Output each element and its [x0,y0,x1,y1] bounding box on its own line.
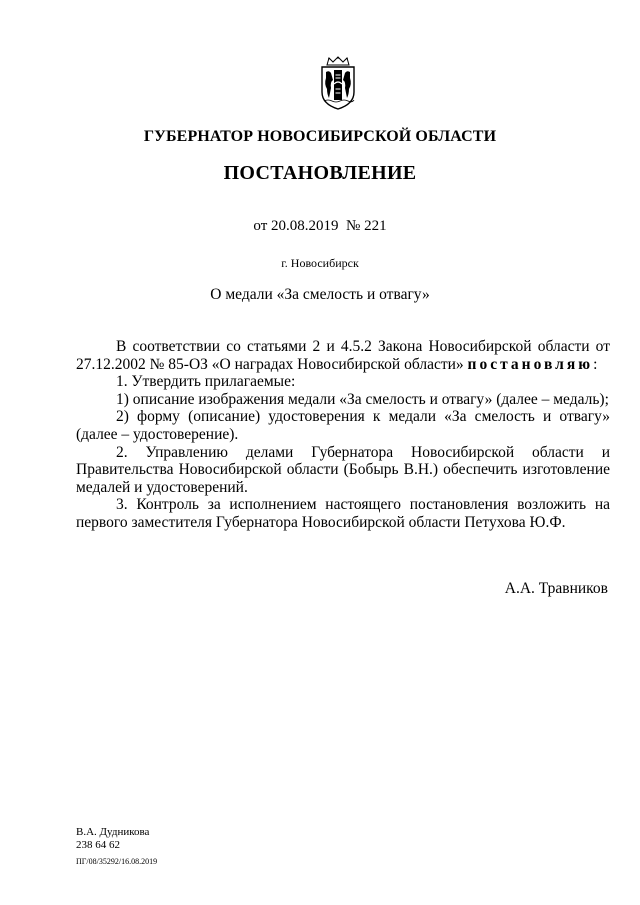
paragraph-2: 2. Управлению делами Губернатора Новосибирской области и Правительства Новосибирской области (Бобырь В.Н.) обеспечить изготовление медалей и удостоверений. [76,443,610,496]
document-type: ПОСТАНОВЛЕНИЕ [223,162,417,184]
city: г. Новосибирск [281,256,359,270]
paragraph-3: 3. Контроль за исполнением настоящего постановления возложить на первого заместителя Губернатора Новосибирской области Петухова Ю.Ф. [76,496,610,531]
paragraph-1: 1. Утвердить прилагаемые: [116,373,296,391]
date-number-line [0,218,640,235]
issuer-title: ГУБЕРНАТОР НОВОСИБИРСКОЙ ОБЛАСТИ [143,128,497,145]
document-number: № 221 [346,218,387,234]
paragraph-1-item-2: 2) форму (описание) удостоверения к медали «За смелость и отвагу» (далее – удостоверение). [76,408,610,443]
document-date: от 20.08.2019 [253,218,339,234]
executor-name: В.А. Дудникова [76,826,150,838]
coat-of-arms-icon [318,56,358,110]
executor-phone: 238 64 62 [76,839,120,851]
document-subject: О медали «За смелость и отвагу» [210,286,430,303]
preamble-paragraph [76,338,610,373]
preamble-colon: : [593,355,598,373]
resolves-word: постановляю [467,355,594,373]
preamble-text: В соответствии со статьями 2 и 4.5.2 Закона Новосибирской области от 27.12.2002 № 85-ОЗ «О наградах Новосибирской области» [76,338,610,373]
paragraph-1-item-1: 1) описание изображения медали «За смелость и отвагу» (далее – медаль); [116,390,609,408]
document-body [76,338,610,532]
registration-code: ПГ/08/35292/16.08.2019 [76,857,158,866]
signatory-name: А.А. Травников [504,580,608,597]
